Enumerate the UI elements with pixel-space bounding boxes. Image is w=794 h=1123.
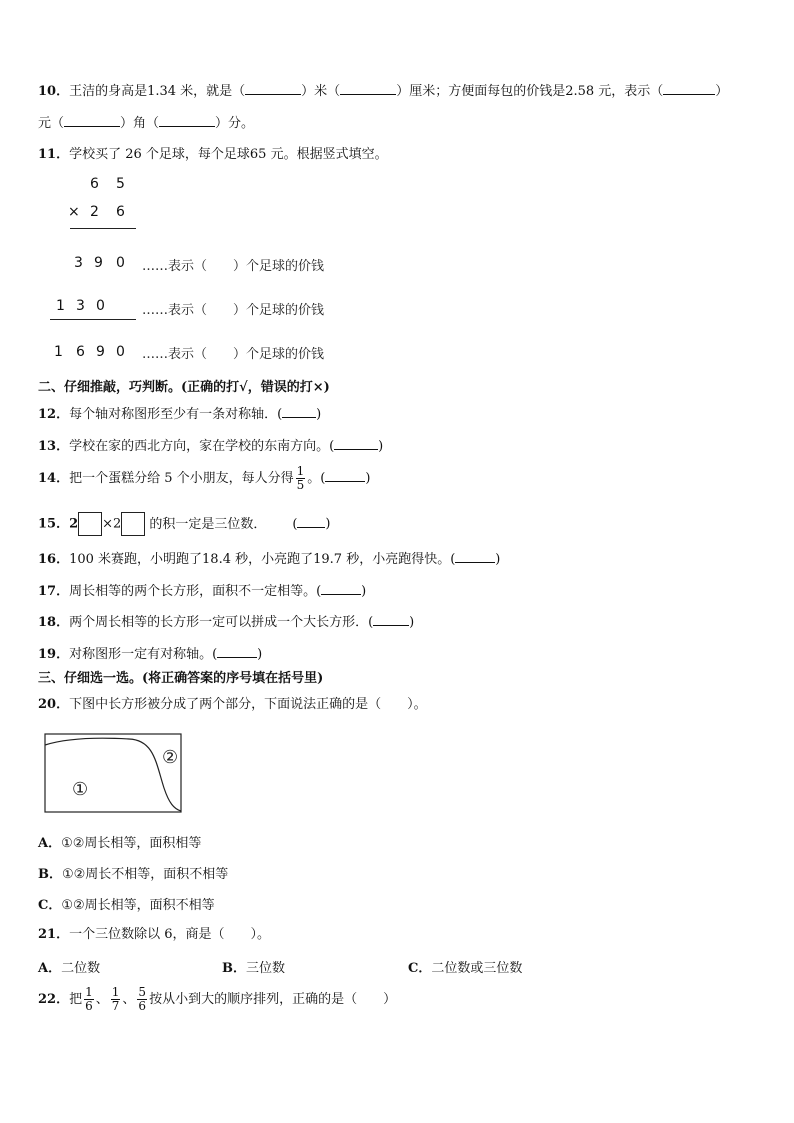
option-key: A．: [38, 961, 62, 976]
question-number: 16．: [38, 552, 70, 567]
rectangle-figure: [44, 733, 182, 813]
fraction-denominator: 6: [138, 999, 147, 1013]
option-text: 二位数: [61, 961, 101, 976]
question-text: 下图中长方形被分成了两个部分，下面说法正确的是（ ）。: [69, 697, 427, 712]
question-22: [38, 984, 396, 1016]
option-text: ①②周长相等，面积相等: [61, 836, 202, 851]
question-number: 17．: [38, 584, 70, 599]
digit-box[interactable]: [78, 512, 102, 536]
question-text: 一个三位数除以 6，商是（ ）。: [69, 927, 270, 942]
question-text: ）厘米；方便面每包的价钱是2.58 元，表示（: [396, 84, 664, 99]
question-text: 2: [69, 516, 79, 532]
question-text: 把一个蛋糕分给 5 个小朋友，每人分得: [69, 471, 294, 486]
question-number: 12．: [38, 407, 70, 422]
answer-blank[interactable]: [297, 515, 325, 528]
answer-blank[interactable]: [334, 437, 378, 450]
question-number: 15．: [38, 516, 70, 532]
region-1-label: ①: [72, 779, 89, 800]
digit: 9: [96, 344, 105, 360]
option-key: C．: [408, 961, 432, 976]
question-text: 、: [122, 992, 136, 1007]
question-11: [38, 146, 388, 164]
question-text: ）分。: [215, 116, 255, 131]
partial-product-note: ……表示（ ）个足球的价钱: [142, 259, 325, 274]
option-key: A．: [38, 836, 62, 851]
fraction-denominator: 5: [296, 478, 305, 492]
answer-blank[interactable]: [245, 82, 301, 95]
option-text: ①②周长不相等，面积不相等: [62, 867, 229, 882]
question-text: (: [292, 516, 298, 532]
question-text: ): [257, 647, 263, 662]
region-2-label: ②: [162, 747, 179, 768]
rectangle-outline: [45, 734, 181, 812]
option-c[interactable]: [408, 957, 522, 976]
digit: 3: [76, 298, 85, 314]
question-text: ): [316, 407, 322, 422]
option-b[interactable]: [38, 863, 228, 882]
question-10-line-2: [38, 114, 254, 133]
option-text: ①②周长相等，面积不相等: [61, 898, 215, 913]
fraction: [296, 465, 306, 492]
digit: 0: [96, 298, 105, 314]
fraction-numerator: 1: [296, 464, 305, 478]
question-text: 把: [69, 992, 83, 1007]
question-text: 两个周长相等的长方形一定可以拼成一个大长方形．(: [69, 615, 374, 630]
question-text: 学校买了 26 个足球，每个足球65 元。根据竖式填空。: [69, 147, 388, 162]
digit: 2: [90, 204, 99, 220]
dividing-curve: [45, 738, 181, 811]
question-text: 王洁的身高是1.34 米，就是（: [69, 84, 246, 99]
answer-blank[interactable]: [340, 82, 396, 95]
question-text: 按从小到大的顺序排列，正确的是（ ）: [149, 992, 397, 1007]
question-number: 20．: [38, 697, 70, 712]
answer-blank[interactable]: [663, 82, 715, 95]
digit: 1: [54, 344, 63, 360]
question-15: [38, 512, 330, 537]
question-17: [38, 582, 366, 601]
question-16: [38, 550, 500, 569]
fraction: [137, 986, 147, 1013]
answer-blank[interactable]: [217, 645, 257, 658]
fraction-denominator: 6: [85, 999, 93, 1013]
partial-product-note: ……表示（ ）个足球的价钱: [142, 303, 325, 318]
answer-blank[interactable]: [159, 114, 215, 127]
answer-blank[interactable]: [455, 550, 495, 563]
times-sign: ×: [68, 204, 80, 220]
question-number: 13．: [38, 439, 70, 454]
fraction: [111, 986, 121, 1013]
question-number: 18．: [38, 615, 70, 630]
question-number: 21．: [38, 927, 70, 942]
question-number: 22．: [38, 992, 70, 1007]
partial-product-note: ……表示（ ）个足球的价钱: [142, 347, 325, 362]
option-text: 三位数: [246, 961, 286, 976]
answer-blank[interactable]: [325, 469, 365, 482]
section-3-heading: 三、仔细选一选。(将正确答案的序号填在括号里): [38, 671, 324, 686]
question-text: ): [365, 471, 371, 486]
option-a[interactable]: [38, 832, 201, 851]
question-text: 。(: [307, 471, 326, 486]
question-10-line-1: [38, 82, 728, 101]
fraction-numerator: 1: [85, 985, 93, 999]
question-text: ): [409, 615, 415, 630]
fraction-numerator: 1: [111, 985, 120, 999]
fraction: [84, 986, 94, 1013]
question-text: ）: [715, 84, 729, 99]
question-text: 元（: [38, 116, 65, 131]
question-text: ）角（: [120, 116, 160, 131]
digit: 1: [56, 298, 65, 314]
digit: 9: [94, 255, 103, 271]
question-text: 学校在家的西北方向，家在学校的东南方向。(: [69, 439, 335, 454]
question-text: ): [325, 516, 331, 532]
option-text: 二位数或三位数: [431, 961, 523, 976]
question-20: [38, 696, 427, 714]
digit-box[interactable]: [121, 512, 145, 536]
digit: 6: [116, 204, 125, 220]
question-14: [38, 464, 370, 494]
section-2-heading: 二、仔细推敲，巧判断。(正确的打√，错误的打×): [38, 380, 330, 395]
answer-blank[interactable]: [373, 613, 409, 626]
digit: 3: [74, 255, 83, 271]
fraction-numerator: 5: [138, 985, 147, 999]
question-21: [38, 926, 270, 944]
digit: 0: [116, 255, 125, 271]
question-text: ): [378, 439, 384, 454]
option-c[interactable]: [38, 894, 215, 913]
option-key: C．: [38, 898, 62, 913]
question-number: 14．: [38, 471, 70, 486]
option-a[interactable]: [38, 957, 100, 976]
question-text: ×2: [102, 516, 122, 532]
fraction-denominator: 7: [111, 999, 120, 1013]
option-b[interactable]: [222, 957, 285, 976]
question-text: ): [495, 552, 501, 567]
digit: 6: [76, 344, 85, 360]
question-number: 19．: [38, 647, 70, 662]
question-text: 对称图形一定有对称轴。(: [69, 647, 218, 662]
divider-line: [50, 319, 136, 320]
option-key: B．: [38, 867, 62, 882]
question-19: [38, 645, 262, 664]
question-18: [38, 613, 414, 632]
digit: 0: [116, 344, 125, 360]
question-text: 、: [95, 992, 109, 1007]
option-key: B．: [222, 961, 246, 976]
digit: 6: [90, 176, 99, 192]
question-12: [38, 405, 321, 424]
answer-blank[interactable]: [64, 114, 120, 127]
question-number: 11．: [38, 147, 70, 162]
question-number: 10．: [38, 84, 70, 99]
answer-blank[interactable]: [321, 582, 361, 595]
answer-blank[interactable]: [282, 405, 316, 418]
question-text: ）米（: [301, 84, 341, 99]
question-text: ): [361, 584, 367, 599]
question-13: [38, 437, 383, 456]
divider-line: [70, 228, 136, 229]
question-text: 周长相等的两个长方形，面积不一定相等。(: [69, 584, 322, 599]
question-text: 每个轴对称图形至少有一条对称轴．(: [69, 407, 283, 422]
question-text: 的积一定是三位数．: [149, 516, 267, 532]
question-text: 100 米赛跑，小明跑了18.4 秒，小亮跑了19.7 秒，小亮跑得快。(: [69, 552, 456, 567]
digit: 5: [116, 176, 125, 192]
